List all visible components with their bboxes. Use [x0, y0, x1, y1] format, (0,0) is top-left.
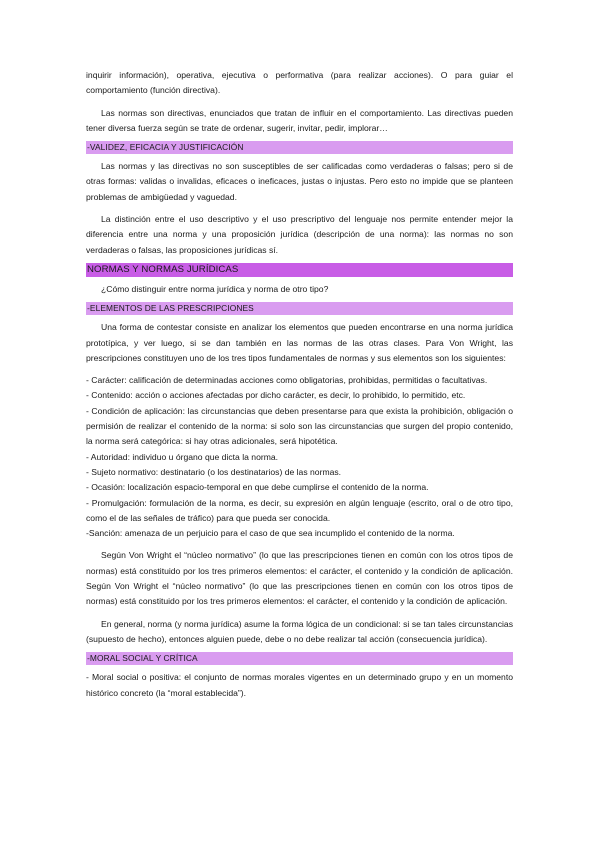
paragraph-normas-directivas: Las normas son directivas, enunciados que tratan de influir en el comportamiento. Las directivas pueden tener diversa fuerza según se trate de ordenar, sugerir, invitar, pedir, implorar…: [86, 107, 513, 133]
list-item: - Condición de aplicación: las circunstancias que deben presentarse para que exista la prohibición, obligación o permisión de realizar el contenido de la norma: si solo son las circunstancias que surgen del propio contenido, la norma será categórica: si hay otras adicionales, será hipotética.: [86, 405, 513, 447]
paragraph-condicional: En general, norma (y norma jurídica) asume la forma lógica de un condicional: si se tan tales circunstancias (supuesto de hecho), entonces alguien puede, debe o no debe realizar tal acción (consecuencia jurídica).: [86, 618, 513, 644]
list-item: - Ocasión: localización espacio-temporal en que debe cumplirse el contenido de la norma.: [86, 482, 429, 493]
paragraph-uso-descriptivo: La distinción entre el uso descriptivo y el uso prescriptivo del lenguaje nos permite entender mejor la diferencia entre una norma y una proposición jurídica (descripción de una norma): las normas no son verdaderas o falsas, las proposiciones jurídicas sí.: [86, 214, 513, 255]
list-item: - Contenido: acción o acciones afectadas por dicho carácter, es decir, lo prohibido, lo permitido, etc.: [86, 390, 466, 401]
paragraph-verdaderas-falsas: Las normas y las directivas no son susceptibles de ser calificadas como verdaderas o falsas; pero si de otras formas: validas o invalidas, eficaces o ineficaces, justas o injustas. Pero esto no impide que se planteen problemas de ambigüedad y vaguedad.: [86, 161, 513, 202]
list-item: - Promulgación: formulación de la norma, es decir, su expresión en algún lenguaje (escrito, oral o de otro tipo, como el de las señales de tráfico) para que pueda ser conocida.: [86, 497, 513, 523]
heading-moral-social: -MORAL SOCIAL Y CRÍTICA: [86, 652, 513, 665]
paragraph-nucleo-normativo: Según Von Wright el “núcleo normativo” (lo que las prescripciones tienen en común con los otros tipos de normas) está constituido por los tres primeros elementos: el carácter, el contenido y la condición de aplicación. Según Von Wright el “núcleo normativo” (lo que las prescripciones tienen en común con los otros tipos de normas) está constituido por los tres primeros elementos: el carácter, el contenido y la condición de aplicación.: [86, 550, 513, 607]
paragraph-intro-continuation: inquirir información), operativa, ejecutiva o performativa (para realizar acciones). O para guiar el comportamiento (función directiva).: [86, 70, 513, 96]
heading-validez-eficacia: -VALIDEZ, EFICACIA Y JUSTIFICACIÓN: [86, 141, 513, 154]
heading-elementos-prescripciones: -ELEMENTOS DE LAS PRESCRIPCIONES: [86, 302, 513, 315]
paragraph-moral-social: - Moral social o positiva: el conjunto de normas morales vigentes en un determinado grupo y en un momento histórico concreto (la “moral establecida”).: [86, 672, 513, 698]
list-item: -Sanción: amenaza de un perjuicio para el caso de que sea incumplido el contenido de la norma.: [86, 528, 455, 539]
heading-normas-juridicas: NORMAS Y NORMAS JURÍDICAS: [86, 263, 513, 277]
paragraph-von-wright-intro: Una forma de contestar consiste en analizar los elementos que pueden encontrarse en una norma jurídica prototípica, y ver luego, si se dan también en las normas de las otras clases. Para Von Wright, las prescripciones constituyen uno de los tres tipos fundamentales de normas y sus elementos son los siguientes:: [86, 322, 513, 363]
list-item: - Carácter: calificación de determinadas acciones como obligatorias, prohibidas, permitidas o facultativas.: [86, 375, 488, 386]
paragraph-pregunta: ¿Cómo distinguir entre norma jurídica y norma de otro tipo?: [101, 283, 329, 294]
list-item: - Autoridad: individuo u órgano que dicta la norma.: [86, 451, 279, 462]
elements-list: [86, 373, 513, 541]
list-item: - Sujeto normativo: destinatario (o los destinatarios) de las normas.: [86, 466, 342, 477]
